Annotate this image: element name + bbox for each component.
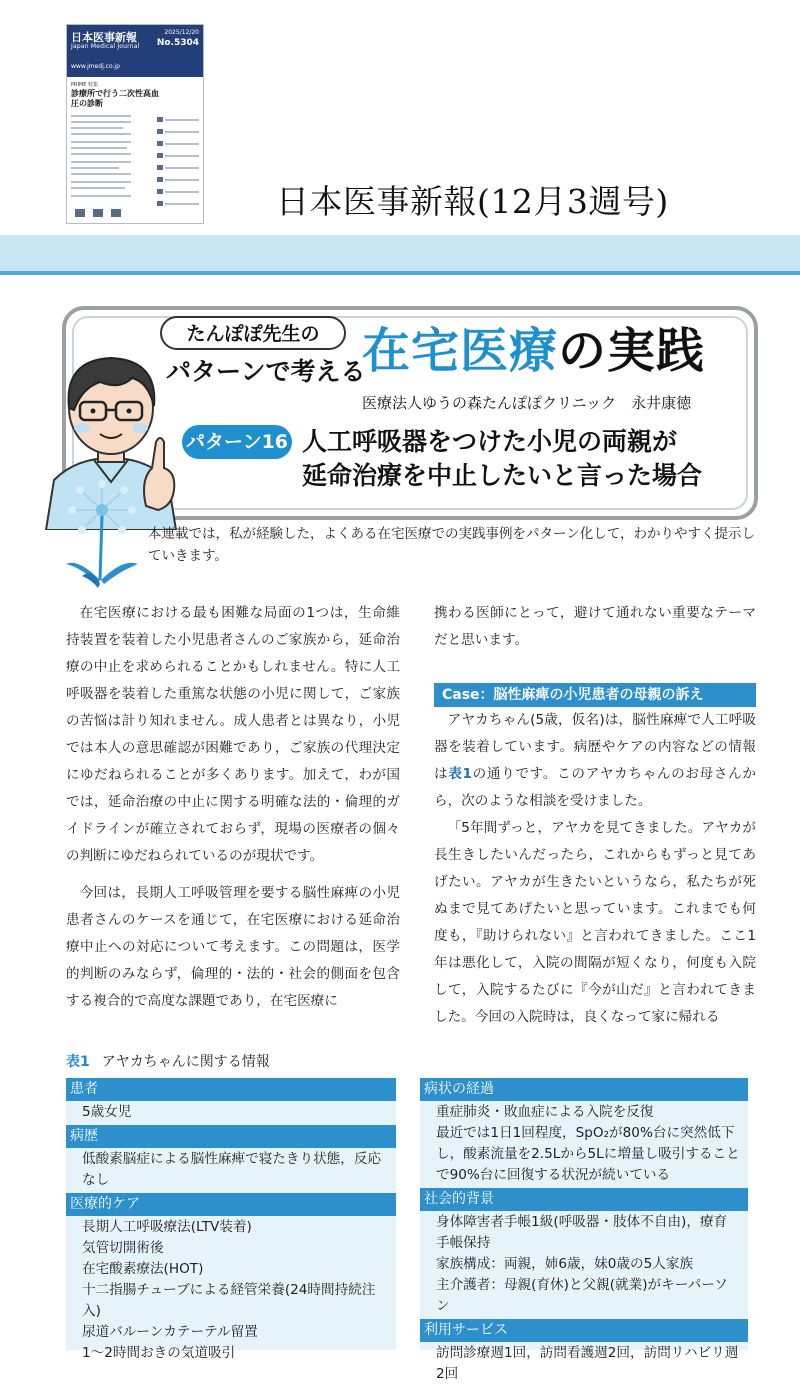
table-line: 長期人工呼吸療法(LTV装着) <box>82 1219 252 1235</box>
table-caption <box>66 1051 270 1071</box>
table-section-body <box>420 1101 748 1188</box>
series-pill-label: たんぽぽ先生の <box>160 316 346 350</box>
paragraph-text: の通りです。このアヤカちゃんのお母さんから，次のような相談を受けました。 <box>434 766 756 809</box>
cover-feature-tag: PRIME 特集 <box>71 82 99 88</box>
cover-date: 2025/12/20 <box>164 29 199 36</box>
article-paragraph: 「5年間ずっと，アヤカを見てきました。アヤカが長生きしたいんだったら，これからもずっと見てあげたい。アヤカが生きたいというなら，私たちが死ぬまで見てあげたいと思っています。これまでも何度も，『助けられない』と言われてきました。ここ1年は悪化して，入院の間隔が短くなり，何度も入院して，入院するたびに『今が山だ』と言われてきました。今回の入院時は，良くなって家に帰れる <box>434 820 756 1025</box>
article-paragraph-continued: 携わる医師にとって，避けて通れない重要なテーマだと思います。 <box>434 605 756 648</box>
article-column-left <box>66 600 400 1015</box>
dandelion-illustration <box>52 480 152 592</box>
table-section-body <box>66 1148 396 1193</box>
table-line: 訪問診療週1回，訪問看護週2回，訪問リハビリ週2回 <box>436 1345 739 1382</box>
table-line: 身体障害者手帳1級(呼吸器・肢体不自由)，療育手帳保持 <box>436 1214 728 1251</box>
cover-url: www.jmedj.co.jp <box>71 63 120 70</box>
series-title <box>362 312 705 381</box>
paragraph-text: アヤカちゃん(5歳，仮名)は，脳性麻痺で人工呼吸器を装着しています。病歴やケアの内容などの情報は <box>434 712 756 782</box>
table-title: アヤカちゃんに関する情報 <box>101 1054 270 1070</box>
series-subtitle: パターンで考える <box>166 357 366 386</box>
table-line: 5歳女児 <box>82 1104 132 1120</box>
table-section-header: 利用サービス <box>420 1319 748 1342</box>
table-column-left <box>66 1078 396 1361</box>
journal-cover-thumbnail[interactable] <box>66 24 204 224</box>
cover-brand-english: Japan Medical Journal <box>71 43 140 50</box>
cover-masthead <box>67 25 203 77</box>
table-line: 1～2時間おきの気道吸引 <box>82 1345 236 1361</box>
table-section-header: 病歴 <box>66 1125 396 1148</box>
article-paragraph: 在宅医療における最も困難な局面の1つは，生命維持装置を装着した小児患者さんのご家族から，延命治療の中止を求められることかもしれません。特に人工呼吸器を装着した重篤な状態の小児に関して，ご家族の苦悩は計り知れません。成人患者とは異なり，小児では本人の意思確認が困難であり，ご家族の代理決定にゆだねられることが多くあります。加えて，わが国では，延命治療の中止に関する明確な法的・倫理的ガイドラインが確立されておらず，現場の医療者の個々の判断にゆだねられているのが現状です。 <box>66 605 400 864</box>
table-section-header: 社会的背景 <box>420 1188 748 1211</box>
table-reference-link[interactable]: 表1 <box>448 766 472 782</box>
table-section-body <box>66 1216 396 1366</box>
table-line: 主介護者：母親(育休)と父親(就業)がキーパーソン <box>436 1277 728 1314</box>
table-section-body <box>420 1211 748 1319</box>
series-intro: 本連載では，私が経験した，よくある在宅医療での実践事例をパターン化して，わかりやすく提示していきます。 <box>148 526 755 564</box>
table-section-header: 医療的ケア <box>66 1193 396 1216</box>
article-paragraph: 今回は，長期人工呼吸管理を要する脳性麻痺の小児患者さんのケースを通じて，在宅医療における延命治療中止への対応について考えます。この問題は，医学的判断のみならず，倫理的・法的・社会的側面を包含する複合的で高度な課題であり，在宅医療に <box>66 885 400 1009</box>
header-band <box>0 235 800 271</box>
article-column-right <box>434 600 756 1031</box>
table-section-body <box>420 1342 748 1387</box>
table-section-header: 患者 <box>66 1078 396 1101</box>
table-number: 表1 <box>66 1054 90 1070</box>
table-line: 家族構成：両親，姉6歳，妹0歳の5人家族 <box>436 1256 694 1272</box>
pattern-badge: パターン16 <box>182 425 292 459</box>
table-line: 在宅酸素療法(HOT) <box>82 1261 204 1277</box>
table-line: 低酸素脳症による脳性麻痺で寝たきり状態，反応なし <box>82 1151 382 1188</box>
issue-title: 日本医事新報(12月3週号) <box>276 182 669 221</box>
table-line: 十二指腸チューブによる経管栄養(24時間持続注入) <box>82 1282 376 1319</box>
series-title-part2: の実践 <box>558 323 706 379</box>
series-title-part1: 在宅医療 <box>362 323 559 379</box>
table-section-header: 病状の経過 <box>420 1078 748 1101</box>
table-line: 重症肺炎・敗血症による入院を反復 <box>436 1104 654 1120</box>
table-column-right <box>420 1078 748 1382</box>
author-line: 医療法人ゆうの森たんぽぽクリニック 永井康徳 <box>362 394 692 412</box>
article-paragraph <box>434 707 756 815</box>
case-heading: Case：脳性麻痺の小児患者の母親の訴え <box>434 683 756 707</box>
cover-brand: 日本医事新報 <box>71 31 137 44</box>
table-line: 尿道バルーンカテーテル留置 <box>82 1324 258 1340</box>
header-band-rule <box>0 271 800 275</box>
episode-title-line1: 人工呼吸器をつけた小児の両親が <box>302 427 678 456</box>
cover-issue-number: No.5304 <box>156 38 199 48</box>
cover-headline: 診療所で行う二次性高血圧の診断 <box>71 89 159 108</box>
table-section-body <box>66 1101 396 1125</box>
table-line: 最近では1日1回程度，SpO₂が80%台に突然低下し，酸素流量を2.5Lから5Lに増量し吸引することで90%台に回復する状況が続いている <box>436 1125 740 1183</box>
table-line: 気管切開術後 <box>82 1240 164 1256</box>
episode-title-line2: 延命治療を中止したいと言った場合 <box>302 461 703 490</box>
